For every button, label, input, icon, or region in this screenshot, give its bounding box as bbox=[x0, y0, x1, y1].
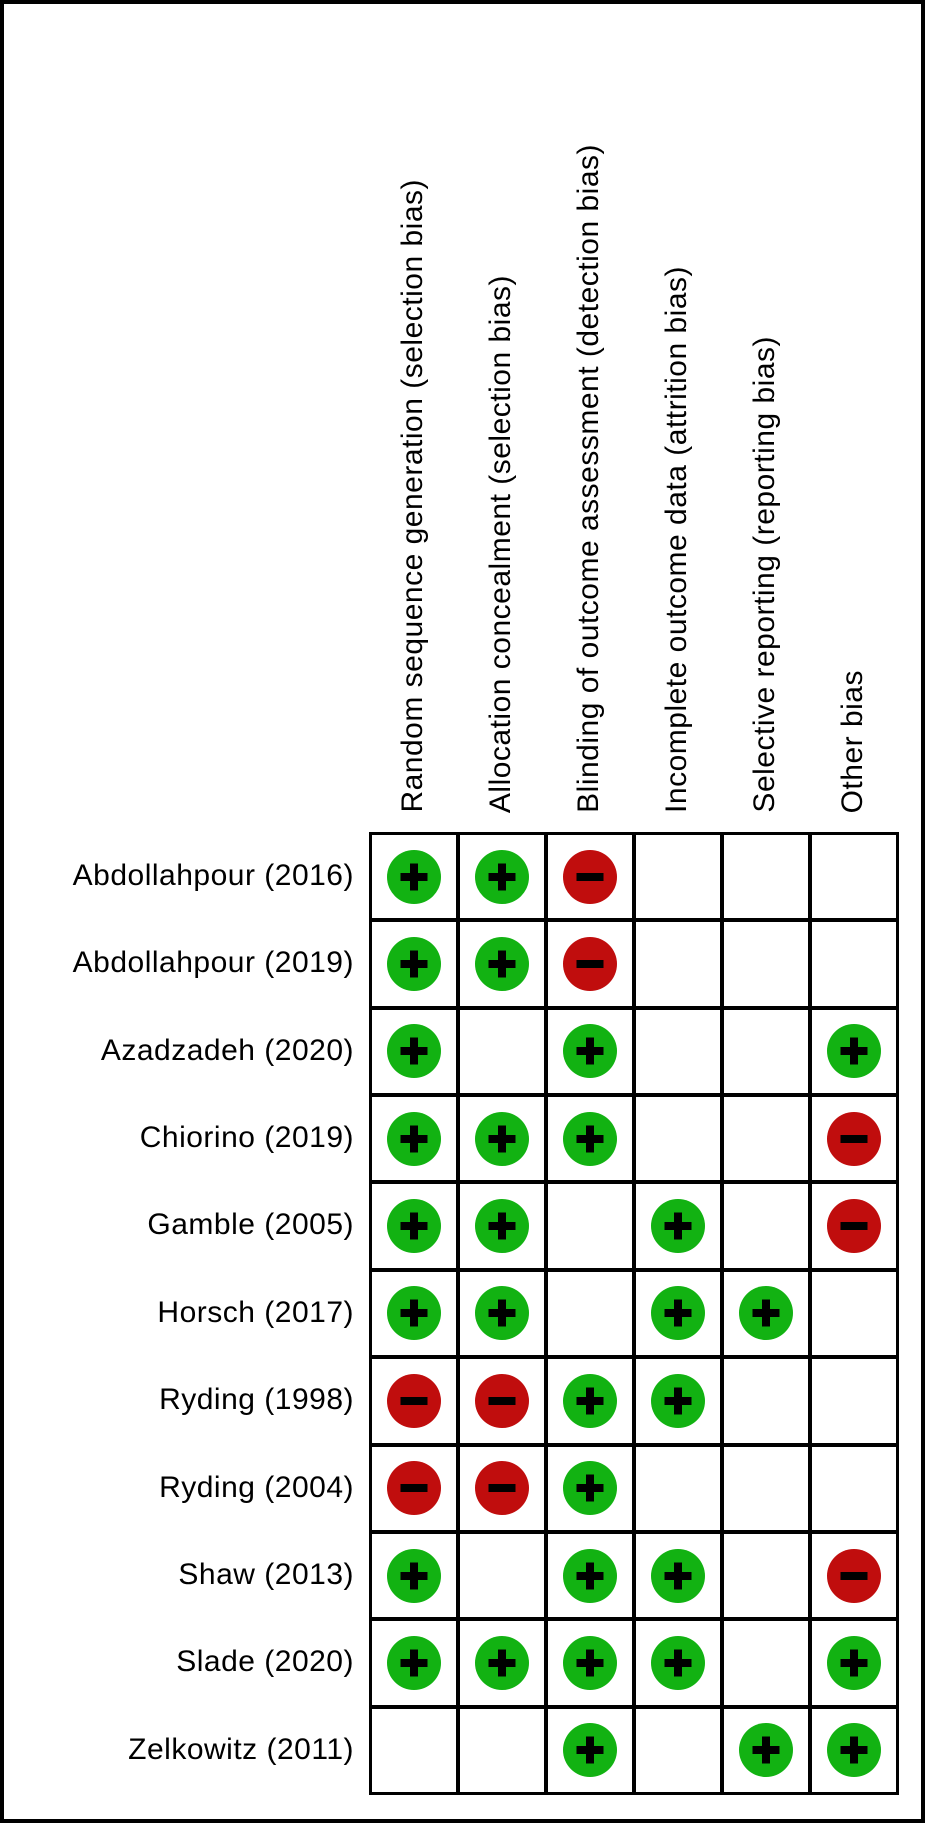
column-header bbox=[809, 0, 897, 813]
plus-circle-icon bbox=[475, 1199, 529, 1253]
bias-cell bbox=[546, 1182, 634, 1269]
bias-cell bbox=[722, 1445, 810, 1532]
bias-cell bbox=[810, 1008, 898, 1095]
bias-cell bbox=[546, 1270, 634, 1357]
plus-circle-icon bbox=[387, 1286, 441, 1340]
minus-circle-icon bbox=[475, 1374, 529, 1428]
bias-cell bbox=[722, 1357, 810, 1444]
study-label: Ryding (2004) bbox=[159, 1470, 354, 1504]
bias-cell bbox=[370, 1619, 458, 1706]
bias-cell bbox=[370, 1445, 458, 1532]
plus-circle-icon bbox=[651, 1636, 705, 1690]
column-header-label: Random sequence generation (selection bias) bbox=[396, 179, 429, 813]
plus-circle-icon bbox=[387, 937, 441, 991]
bias-cell bbox=[722, 1008, 810, 1095]
study-label: Zelkowitz (2011) bbox=[128, 1732, 354, 1766]
column-header bbox=[545, 0, 633, 813]
bias-cell bbox=[722, 1619, 810, 1706]
bias-cell bbox=[810, 1445, 898, 1532]
bias-cell bbox=[810, 1707, 898, 1794]
column-header-label: Allocation concealment (selection bias) bbox=[484, 274, 517, 813]
bias-cell bbox=[370, 1095, 458, 1182]
bias-cell bbox=[370, 1182, 458, 1269]
bias-cell bbox=[634, 1619, 722, 1706]
bias-cell bbox=[634, 1357, 722, 1444]
plus-circle-icon bbox=[563, 1461, 617, 1515]
bias-cell bbox=[634, 1182, 722, 1269]
column-header bbox=[457, 0, 545, 813]
bias-cell bbox=[634, 1095, 722, 1182]
bias-cell bbox=[810, 1619, 898, 1706]
bias-cell bbox=[810, 1357, 898, 1444]
study-label: Ryding (1998) bbox=[159, 1382, 354, 1416]
bias-cell bbox=[370, 1270, 458, 1357]
column-header bbox=[369, 0, 457, 813]
bias-cell bbox=[458, 833, 546, 920]
plus-circle-icon bbox=[827, 1636, 881, 1690]
plus-circle-icon bbox=[387, 1199, 441, 1253]
bias-cell bbox=[546, 833, 634, 920]
bias-cell bbox=[546, 1095, 634, 1182]
plus-circle-icon bbox=[827, 1723, 881, 1777]
minus-circle-icon bbox=[563, 937, 617, 991]
study-label: Abdollahpour (2016) bbox=[72, 858, 354, 892]
plus-circle-icon bbox=[651, 1199, 705, 1253]
bias-cell bbox=[722, 1182, 810, 1269]
bias-cell bbox=[458, 1357, 546, 1444]
bias-cell bbox=[546, 1707, 634, 1794]
study-label: Chiorino (2019) bbox=[139, 1120, 354, 1154]
bias-cell bbox=[722, 833, 810, 920]
bias-cell bbox=[810, 833, 898, 920]
bias-cell bbox=[810, 1095, 898, 1182]
plus-circle-icon bbox=[651, 1286, 705, 1340]
minus-circle-icon bbox=[827, 1199, 881, 1253]
minus-circle-icon bbox=[387, 1461, 441, 1515]
plus-circle-icon bbox=[475, 1286, 529, 1340]
bias-cell bbox=[370, 1008, 458, 1095]
plus-circle-icon bbox=[651, 1374, 705, 1428]
bias-cell bbox=[722, 920, 810, 1007]
plus-circle-icon bbox=[563, 1636, 617, 1690]
bias-cell bbox=[458, 920, 546, 1007]
minus-circle-icon bbox=[827, 1112, 881, 1166]
bias-cell bbox=[370, 1532, 458, 1619]
bias-cell bbox=[634, 833, 722, 920]
plus-circle-icon bbox=[475, 1636, 529, 1690]
column-header-label: Selective reporting (reporting bias) bbox=[748, 336, 781, 813]
bias-cell bbox=[458, 1095, 546, 1182]
plus-circle-icon bbox=[739, 1723, 793, 1777]
bias-cell bbox=[634, 1008, 722, 1095]
study-label: Shaw (2013) bbox=[178, 1557, 354, 1591]
plus-circle-icon bbox=[387, 1112, 441, 1166]
bias-cell bbox=[458, 1445, 546, 1532]
bias-cell bbox=[370, 833, 458, 920]
bias-cell bbox=[810, 1532, 898, 1619]
plus-circle-icon bbox=[563, 1549, 617, 1603]
column-header-label: Incomplete outcome data (attrition bias) bbox=[660, 266, 693, 813]
study-label: Slade (2020) bbox=[176, 1644, 354, 1678]
bias-cell bbox=[634, 920, 722, 1007]
minus-circle-icon bbox=[387, 1374, 441, 1428]
bias-cell bbox=[810, 1182, 898, 1269]
plus-circle-icon bbox=[475, 937, 529, 991]
bias-cell bbox=[634, 1270, 722, 1357]
bias-cell bbox=[722, 1095, 810, 1182]
plus-circle-icon bbox=[387, 850, 441, 904]
bias-cell bbox=[458, 1707, 546, 1794]
bias-cell bbox=[634, 1707, 722, 1794]
study-label: Horsch (2017) bbox=[157, 1295, 354, 1329]
minus-circle-icon bbox=[563, 850, 617, 904]
bias-cell bbox=[810, 1270, 898, 1357]
bias-cell bbox=[546, 920, 634, 1007]
plus-circle-icon bbox=[563, 1024, 617, 1078]
bias-cell bbox=[370, 920, 458, 1007]
bias-cell bbox=[634, 1445, 722, 1532]
minus-circle-icon bbox=[827, 1549, 881, 1603]
bias-cell bbox=[458, 1008, 546, 1095]
bias-cell bbox=[546, 1445, 634, 1532]
bias-cell bbox=[546, 1357, 634, 1444]
bias-cell bbox=[458, 1532, 546, 1619]
plus-circle-icon bbox=[739, 1286, 793, 1340]
bias-cell bbox=[722, 1270, 810, 1357]
column-header-label: Blinding of outcome assessment (detection bias) bbox=[572, 144, 605, 813]
column-header bbox=[721, 0, 809, 813]
bias-cell bbox=[370, 1357, 458, 1444]
bias-cell bbox=[722, 1532, 810, 1619]
bias-cell bbox=[634, 1532, 722, 1619]
column-header-label: Other bias bbox=[836, 669, 869, 813]
bias-cell bbox=[458, 1619, 546, 1706]
plus-circle-icon bbox=[387, 1549, 441, 1603]
plus-circle-icon bbox=[475, 1112, 529, 1166]
plus-circle-icon bbox=[387, 1636, 441, 1690]
bias-cell bbox=[458, 1182, 546, 1269]
bias-cell bbox=[546, 1008, 634, 1095]
plus-circle-icon bbox=[827, 1024, 881, 1078]
bias-cell bbox=[546, 1619, 634, 1706]
minus-circle-icon bbox=[475, 1461, 529, 1515]
plus-circle-icon bbox=[563, 1112, 617, 1166]
plus-circle-icon bbox=[651, 1549, 705, 1603]
study-label: Azadzadeh (2020) bbox=[100, 1033, 354, 1067]
bias-cell bbox=[370, 1707, 458, 1794]
bias-cell bbox=[810, 920, 898, 1007]
plus-circle-icon bbox=[475, 850, 529, 904]
column-header bbox=[633, 0, 721, 813]
bias-judgement-grid bbox=[369, 832, 899, 1795]
plus-circle-icon bbox=[387, 1024, 441, 1078]
bias-cell bbox=[458, 1270, 546, 1357]
plus-circle-icon bbox=[563, 1374, 617, 1428]
bias-cell bbox=[546, 1532, 634, 1619]
bias-cell bbox=[722, 1707, 810, 1794]
study-label: Abdollahpour (2019) bbox=[72, 945, 354, 979]
plus-circle-icon bbox=[563, 1723, 617, 1777]
study-label: Gamble (2005) bbox=[147, 1207, 354, 1241]
